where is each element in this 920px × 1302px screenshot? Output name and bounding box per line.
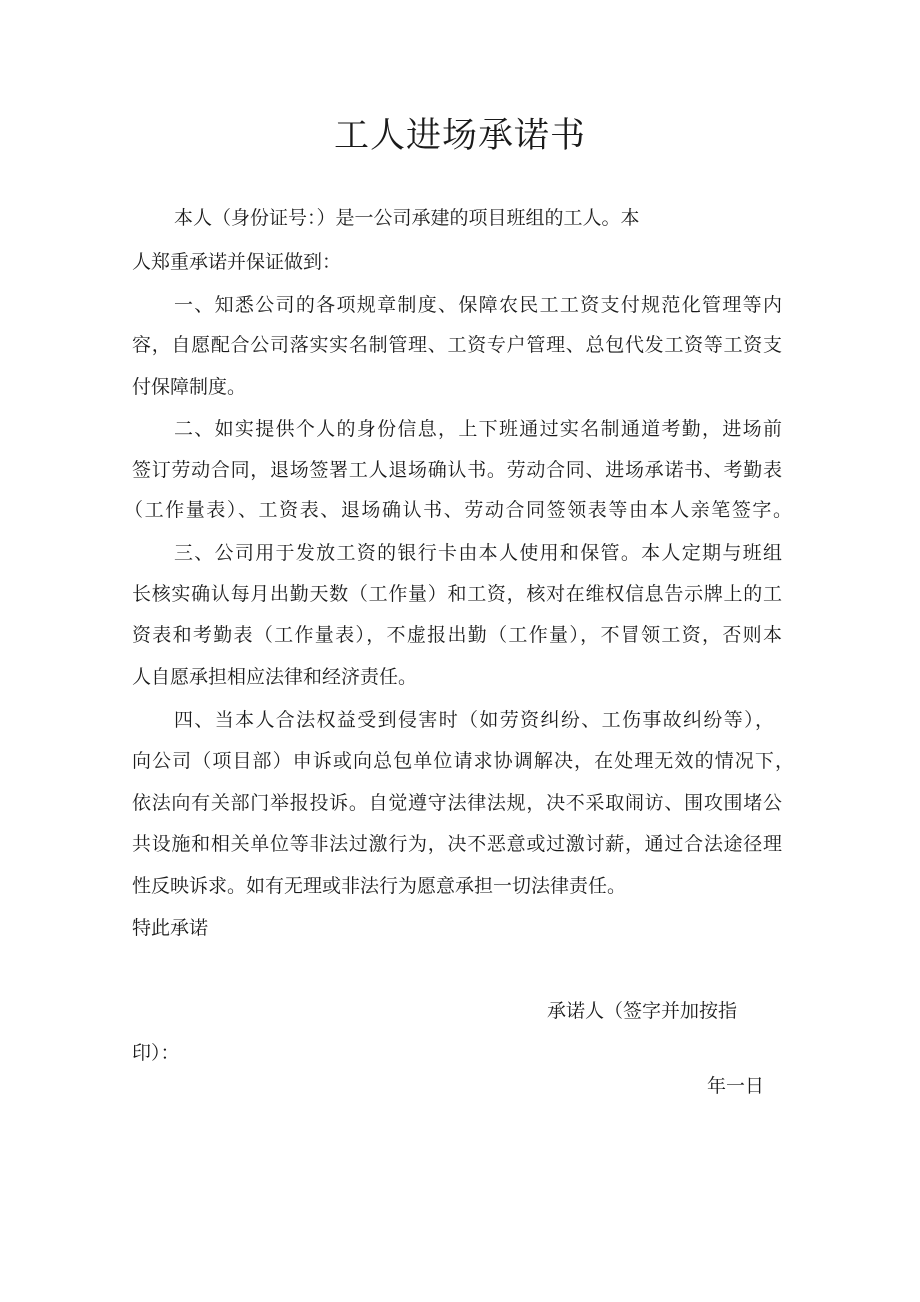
clause-1-line-3: 付保障制度。	[132, 376, 247, 398]
clause-3-line-3: 资表和考勤表（工作量表），不虚报出勤（工作量），不冒领工资，否则本	[132, 624, 782, 646]
clause-4-line-1: 四、当本人合法权益受到侵害时（如劳资纠纷、工伤事故纠纷等），	[174, 709, 774, 731]
closing-statement: 特此承诺	[132, 917, 209, 939]
signature-label: 承诺人（签字并加按指	[547, 1000, 738, 1022]
intro-line-2: 人郑重承诺并保证做到：	[132, 251, 342, 273]
clause-2-line-3: （工作量表）、工资表、退场确认书、劳动合同签领表等由本人亲笔签字。	[124, 499, 792, 521]
clause-3-line-1: 三、公司用于发放工资的银行卡由本人使用和保管。本人定期与班组	[174, 542, 782, 564]
clause-4-line-2: 向公司（项目部）申诉或向总包单位请求协调解决，在处理无效的情况下，	[132, 750, 794, 772]
clause-1-line-1: 一、知悉公司的各项规章制度、保障农民工工资支付规范化管理等内	[174, 294, 782, 316]
clause-3-line-4: 人自愿承担相应法律和经济责任。	[132, 666, 418, 688]
clause-3-line-2: 长核实确认每月出勤天数（工作量）和工资，核对在维权信息告示牌上的工	[132, 583, 782, 605]
clause-4-line-5: 性反映诉求。如有无理或非法行为愿意承担一切法律责任。	[132, 875, 627, 897]
clause-4-line-4: 共设施和相关单位等非法过激行为，决不恶意或过激讨薪，通过合法途径理	[132, 833, 782, 855]
clause-4-line-3: 依法向有关部门举报投诉。自觉遵守法律法规，决不采取闹访、围攻围堵公	[132, 792, 782, 814]
clause-2-line-1: 二、如实提供个人的身份信息，上下班通过实名制通道考勤，进场前	[174, 418, 782, 440]
document-title: 工人进场承诺书	[333, 116, 586, 156]
intro-line-1: 本人（身份证号：）是一公司承建的项目班组的工人。本	[174, 207, 640, 229]
signature-date: 年一日	[707, 1075, 765, 1097]
signature-label-continued: 印）：	[132, 1042, 180, 1064]
clause-1-line-2: 容，自愿配合公司落实实名制管理、工资专户管理、总包代发工资等工资支	[132, 334, 782, 356]
clause-2-line-2: 签订劳动合同，退场签署工人退场确认书。劳动合同、进场承诺书、考勤表	[132, 459, 782, 481]
